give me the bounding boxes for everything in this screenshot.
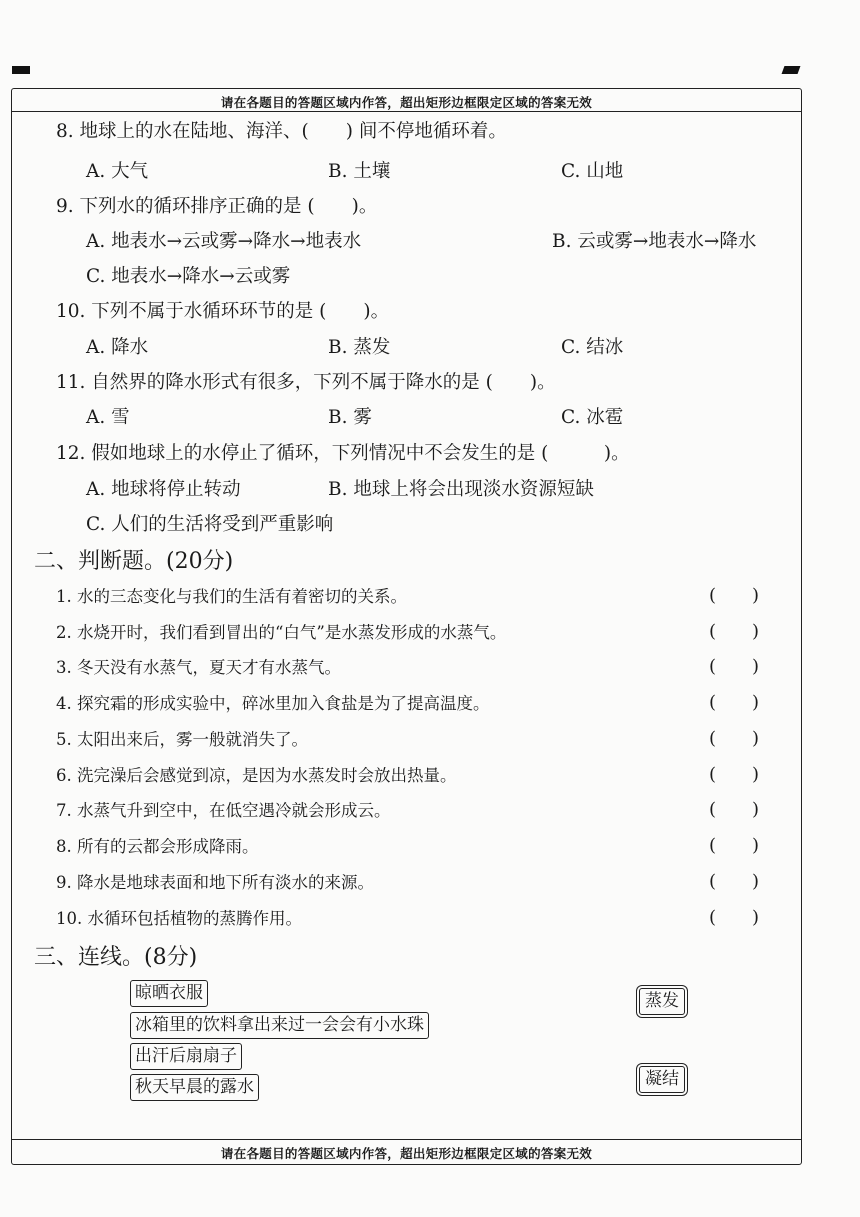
question-12-stem: 12. 假如地球上的水停止了循环，下列情况中不会发生的是 ( )。 — [56, 443, 630, 464]
judge-answer-paren-5: ( ) — [709, 728, 760, 749]
question-10-option-a: A. 降水 — [86, 337, 149, 358]
judge-item-7: 7. 水蒸气升到空中，在低空遇冷就会形成云。 — [56, 801, 391, 820]
match-left-item-4[interactable]: 秋天早晨的露水 — [130, 1074, 259, 1101]
question-9-option-b: B. 云或雾→地表水→降水 — [552, 231, 757, 252]
judge-answer-paren-4: ( ) — [709, 692, 760, 713]
question-9-stem: 9. 下列水的循环排序正确的是 ( )。 — [56, 196, 378, 217]
registration-mark-right — [782, 66, 801, 74]
question-12-option-a: A. 地球将停止转动 — [86, 479, 241, 500]
judge-answer-paren-7: ( ) — [709, 799, 760, 820]
judge-item-6: 6. 洗完澡后会感觉到凉，是因为水蒸发时会放出热量。 — [56, 766, 457, 785]
notice-divider-bottom — [12, 1139, 801, 1140]
judge-answer-paren-3: ( ) — [709, 656, 760, 677]
question-9-option-c: C. 地表水→降水→云或雾 — [86, 266, 291, 287]
question-12-option-c: C. 人们的生活将受到严重影响 — [86, 514, 334, 535]
question-8-option-c: C. 山地 — [561, 161, 624, 182]
question-8-option-b: B. 土壤 — [328, 161, 391, 182]
judge-answer-paren-9: ( ) — [709, 871, 760, 892]
question-10-stem: 10. 下列不属于水循环环节的是 ( )。 — [56, 301, 390, 322]
question-11-stem: 11. 自然界的降水形式有很多，下列不属于降水的是 ( )。 — [56, 372, 556, 393]
judge-answer-paren-1: ( ) — [709, 585, 760, 606]
question-12-option-b: B. 地球上将会出现淡水资源短缺 — [328, 479, 594, 500]
judge-item-8: 8. 所有的云都会形成降雨。 — [56, 837, 259, 856]
question-10-option-b: B. 蒸发 — [328, 337, 391, 358]
notice-divider-top — [12, 111, 801, 112]
judge-answer-paren-6: ( ) — [709, 764, 760, 785]
judge-item-2: 2. 水烧开时，我们看到冒出的“白气”是水蒸发形成的水蒸气。 — [56, 623, 507, 642]
registration-mark-left — [12, 66, 30, 74]
judge-answer-paren-10: ( ) — [709, 907, 760, 928]
judge-item-5: 5. 太阳出来后，雾一般就消失了。 — [56, 730, 308, 749]
answer-area-frame — [11, 88, 802, 1165]
answer-area-notice-bottom: 请在各题目的答题区域内作答，超出矩形边框限定区域的答案无效 — [220, 1146, 593, 1161]
answer-area-notice-top: 请在各题目的答题区域内作答，超出矩形边框限定区域的答案无效 — [220, 95, 593, 110]
question-9-option-a: A. 地表水→云或雾→降水→地表水 — [86, 231, 362, 252]
judge-answer-paren-2: ( ) — [709, 621, 760, 642]
question-11-option-c: C. 冰雹 — [561, 407, 624, 428]
judge-section-title: 二、判断题。(20分) — [34, 549, 234, 574]
question-11-option-b: B. 雾 — [328, 407, 372, 428]
match-section-title: 三、连线。(8分) — [34, 945, 198, 970]
judge-item-10: 10. 水循环包括植物的蒸腾作用。 — [56, 909, 302, 928]
match-left-item-2[interactable]: 冰箱里的饮料拿出来过一会会有小水珠 — [130, 1012, 429, 1039]
judge-item-4: 4. 探究霜的形成实验中，碎冰里加入食盐是为了提高温度。 — [56, 694, 490, 713]
question-11-option-a: A. 雪 — [86, 407, 130, 428]
match-right-item-evaporation[interactable]: 蒸发 — [639, 988, 685, 1015]
question-8-stem: 8. 地球上的水在陆地、海洋、( ) 间不停地循环着。 — [56, 121, 507, 142]
judge-answer-paren-8: ( ) — [709, 835, 760, 856]
judge-item-3: 3. 冬天没有水蒸气，夏天才有水蒸气。 — [56, 658, 341, 677]
match-right-item-condensation[interactable]: 凝结 — [639, 1066, 685, 1093]
question-10-option-c: C. 结冰 — [561, 337, 624, 358]
judge-item-9: 9. 降水是地球表面和地下所有淡水的来源。 — [56, 873, 374, 892]
question-8-option-a: A. 大气 — [86, 161, 149, 182]
match-left-item-1[interactable]: 晾晒衣服 — [130, 980, 208, 1007]
match-left-item-3[interactable]: 出汗后扇扇子 — [130, 1043, 242, 1070]
judge-item-1: 1. 水的三态变化与我们的生活有着密切的关系。 — [56, 587, 407, 606]
